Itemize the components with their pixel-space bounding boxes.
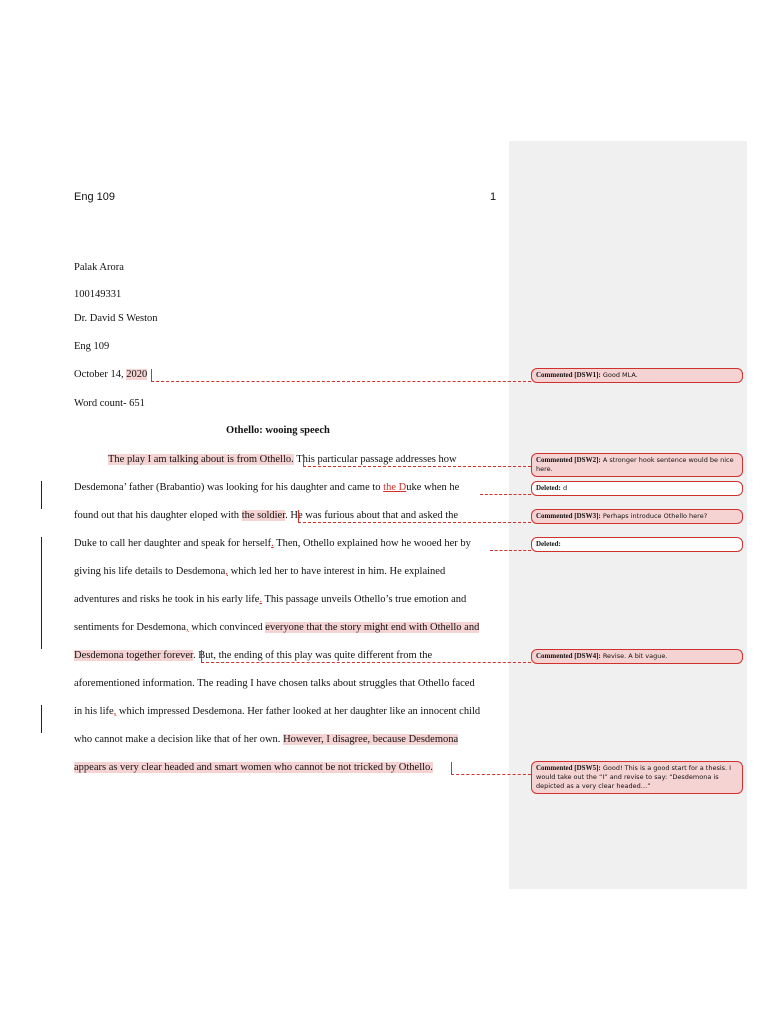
- soldier-highlight[interactable]: the soldier: [241, 510, 286, 521]
- comment-dsw4[interactable]: Commented [DSW4]: Revise. A bit vague.: [531, 649, 743, 664]
- inserted-period[interactable]: .: [259, 594, 263, 605]
- comment-anchor: [451, 762, 452, 774]
- thesis-highlight-cont[interactable]: appears as very clear headed and smart women who cannot be not tricked by Othello.: [74, 762, 433, 773]
- comment-connector: [201, 662, 531, 663]
- essay-title: Othello: wooing speech: [226, 425, 330, 436]
- comment-connector: [303, 466, 531, 467]
- change-bar: [41, 537, 42, 649]
- inserted-comma[interactable]: ,: [185, 622, 189, 633]
- hook-sentence-highlight[interactable]: The play I am talking about is from Othello.: [108, 454, 294, 465]
- body-line-9: aforementioned information. The reading I have chosen talks about struggles that Othello faced: [74, 678, 475, 689]
- student-name: Palak Arora: [74, 262, 124, 273]
- date-year-highlight[interactable]: 2020: [126, 369, 148, 380]
- change-bar: [41, 481, 42, 509]
- comment-connector: [451, 774, 531, 775]
- comment-connector: [298, 522, 531, 523]
- body-line-4: Duke to call her daughter and speak for herself. Then, Othello explained how he wooed her by: [74, 538, 471, 549]
- body-line-8: Desdemona together forever. But, the ending of this play was quite different from the: [74, 650, 433, 661]
- student-id: 100149331: [74, 289, 122, 300]
- comment-anchor: [151, 369, 152, 381]
- body-line-3: found out that his daughter eloped with the soldier. He was furious about that and asked the: [74, 510, 459, 521]
- inserted-comma[interactable]: ,: [113, 706, 117, 717]
- comment-connector: [490, 550, 531, 551]
- inserted-period[interactable]: .: [271, 538, 274, 549]
- instructor-name: Dr. David S Weston: [74, 313, 158, 324]
- body-line-2: Desdemona’ father (Brabantio) was looking for his daughter and came to the Duke when he: [74, 482, 460, 493]
- body-line-12: [74, 761, 433, 775]
- body-line-1: The play I am talking about is from Othello. This particular passage addresses how: [108, 454, 457, 465]
- comment-anchor: [303, 454, 304, 466]
- body-line-5: giving his life details to Desdemona, which led her to have interest in him. He explained: [74, 566, 446, 577]
- word-count: Word count- 651: [74, 398, 145, 409]
- inserted-comma[interactable]: ,: [225, 566, 228, 577]
- comment-anchor: [298, 510, 299, 522]
- page-number: 1: [490, 191, 497, 203]
- comment-connector: [151, 381, 531, 382]
- thesis-highlight[interactable]: However, I disagree, because Desdemona: [283, 734, 459, 745]
- body-line-11: who cannot make a decision like that of her own. However, I disagree, because Desdemona: [74, 734, 459, 745]
- comment-dsw5[interactable]: Commented [DSW5]: Good! This is a good start for a thesis. I would take out the “I” and revise to say: “Desdemona is depicted as a very clear headed…”: [531, 761, 743, 794]
- comment-dsw3[interactable]: Commented [DSW3]: Perhaps introduce Othello here?: [531, 509, 743, 524]
- comment-dsw1[interactable]: Commented [DSW1]: Good MLA.: [531, 368, 743, 383]
- inserted-text[interactable]: the D: [383, 482, 407, 493]
- vague-sentence-highlight-cont[interactable]: Desdemona together forever: [74, 650, 193, 661]
- course-name: Eng 109: [74, 341, 110, 352]
- comment-anchor: [201, 650, 202, 662]
- date-line: [74, 368, 147, 382]
- body-line-6: adventures and risks he took in his early life. This passage unveils Othello’s true emotion and: [74, 594, 467, 605]
- comment-dsw2[interactable]: Commented [DSW2]: A stronger hook sentence would be nice here.: [531, 453, 743, 477]
- vague-sentence-highlight[interactable]: everyone that the story might end with Othello and: [265, 622, 480, 633]
- running-header-course: Eng 109: [74, 191, 115, 203]
- deleted-note[interactable]: Deleted:: [531, 537, 743, 552]
- body-line-10: in his life, which impressed Desdemona. Her father looked at her daughter like an innocent child: [74, 706, 481, 717]
- change-bar: [41, 705, 42, 733]
- date-prefix: October 14,: [74, 369, 127, 380]
- deleted-note[interactable]: Deleted: d: [531, 481, 743, 496]
- comment-connector: [480, 494, 531, 495]
- body-line-7: sentiments for Desdemona, which convinced everyone that the story might end with Othello and: [74, 622, 480, 633]
